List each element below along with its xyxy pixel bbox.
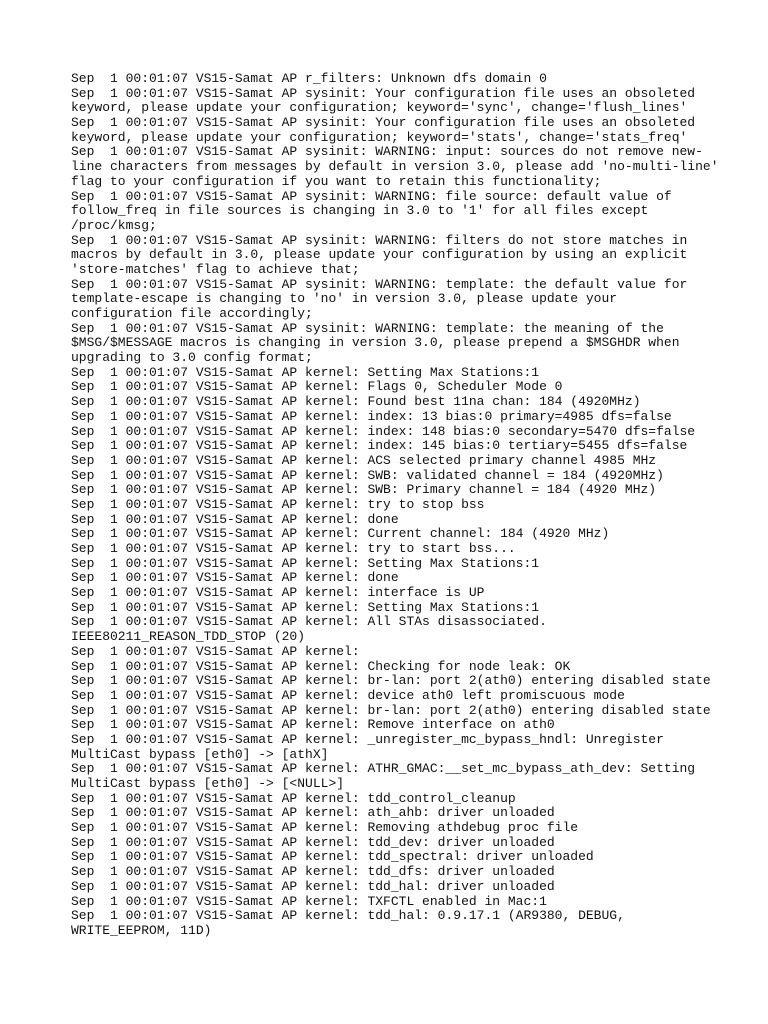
log-line: Sep 1 00:01:07 VS15-Samat AP sysinit: WARNING: filters do not store matches in xyxy=(71,232,688,248)
log-line: Sep 1 00:01:07 VS15-Samat AP kernel: SWB: Primary channel = 184 (4920 MHz) xyxy=(71,482,657,498)
log-line: Sep 1 00:01:07 VS15-Samat AP kernel: Setting Max Stations:1 xyxy=(71,599,540,615)
log-line: Sep 1 00:01:07 VS15-Samat AP kernel: ATHR_GMAC:__set_mc_bypass_ath_dev: Setting xyxy=(71,761,696,777)
log-line: Sep 1 00:01:07 VS15-Samat AP kernel: tdd_hal: 0.9.17.1 (AR9380, DEBUG, xyxy=(71,908,625,924)
log-line: Sep 1 00:01:07 VS15-Samat AP kernel: TXFCTL enabled in Mac:1 xyxy=(71,893,547,909)
log-line: Sep 1 00:01:07 VS15-Samat AP r_filters: Unknown dfs domain 0 xyxy=(71,71,547,86)
log-line: Sep 1 00:01:07 VS15-Samat AP kernel: tdd_dev: driver unloaded xyxy=(71,834,555,850)
log-line: Sep 1 00:01:07 VS15-Samat AP kernel: try to start bss... xyxy=(71,541,516,556)
log-line: Sep 1 00:01:07 VS15-Samat AP kernel: Setting Max Stations:1 xyxy=(71,555,540,571)
log-line: Sep 1 00:01:07 VS15-Samat AP kernel: index: 145 bias:0 tertiary=5455 dfs=false xyxy=(71,438,688,454)
log-line: MultiCast bypass [eth0] -> [<NULL>] xyxy=(71,776,345,791)
log-line: Sep 1 00:01:07 VS15-Samat AP kernel: tdd_control_cleanup xyxy=(71,790,516,806)
log-line: upgrading to 3.0 config format; xyxy=(71,350,313,366)
log-line: Sep 1 00:01:07 VS15-Samat AP kernel: ath_ahb: driver unloaded xyxy=(71,805,555,821)
log-line: IEEE80211_REASON_TDD_STOP (20) xyxy=(71,629,306,645)
log-line: keyword, please update your configuration; keyword='stats', change='stats_freq' xyxy=(71,129,688,145)
log-line: Sep 1 00:01:07 VS15-Samat AP kernel: _unregister_mc_bypass_hndl: Unregister xyxy=(71,731,664,747)
log-line: 'store-matches' flag to achieve that; xyxy=(71,261,360,277)
log-line: Sep 1 00:01:07 VS15-Samat AP kernel: SWB: validated channel = 184 (4920MHz) xyxy=(71,467,664,483)
log-line: WRITE_EEPROM, 11D) xyxy=(71,922,212,938)
log-line: template-escape is changing to 'no' in version 3.0, please update your xyxy=(71,291,618,307)
log-line: Sep 1 00:01:07 VS15-Samat AP kernel: Current channel: 184 (4920 MHz) xyxy=(71,526,610,542)
log-text xyxy=(71,72,731,939)
log-line: Sep 1 00:01:07 VS15-Samat AP kernel: Flags 0, Scheduler Mode 0 xyxy=(71,379,563,395)
log-line: Sep 1 00:01:07 VS15-Samat AP sysinit: Your configuration file uses an obsoleted xyxy=(71,115,696,131)
log-line: MultiCast bypass [eth0] -> [athX] xyxy=(71,746,329,762)
log-line: Sep 1 00:01:07 VS15-Samat AP sysinit: WARNING: template: the default value for xyxy=(71,276,688,292)
log-line: line characters from messages by default in version 3.0, please add 'no-multi-line' xyxy=(71,159,719,175)
log-line: Sep 1 00:01:07 VS15-Samat AP kernel: Found best 11na chan: 184 (4920MHz) xyxy=(71,394,641,410)
log-line: Sep 1 00:01:07 VS15-Samat AP kernel: index: 148 bias:0 secondary=5470 dfs=false xyxy=(71,423,696,439)
log-line: Sep 1 00:01:07 VS15-Samat AP kernel: device ath0 left promiscuous mode xyxy=(71,687,625,703)
log-line: Sep 1 00:01:07 VS15-Samat AP kernel: try to stop bss xyxy=(71,496,485,512)
log-line: Sep 1 00:01:07 VS15-Samat AP kernel: Setting Max Stations:1 xyxy=(71,364,540,380)
log-line: Sep 1 00:01:07 VS15-Samat AP sysinit: WARNING: input: sources do not remove new- xyxy=(71,144,703,160)
log-line: configuration file accordingly; xyxy=(71,306,313,321)
log-line: Sep 1 00:01:07 VS15-Samat AP kernel: xyxy=(71,643,360,659)
log-line: flag to your configuration if you want to retain this functionality; xyxy=(71,173,602,189)
log-line: Sep 1 00:01:07 VS15-Samat AP kernel: br-lan: port 2(ath0) entering disabled state xyxy=(71,702,711,718)
log-line: Sep 1 00:01:07 VS15-Samat AP kernel: tdd_spectral: driver unloaded xyxy=(71,849,594,865)
log-line: keyword, please update your configuration; keyword='sync', change='flush_lines' xyxy=(71,100,688,116)
log-line: Sep 1 00:01:07 VS15-Samat AP kernel: br-lan: port 2(ath0) entering disabled state xyxy=(71,673,711,689)
log-line: Sep 1 00:01:07 VS15-Samat AP kernel: done xyxy=(71,511,399,527)
log-line: Sep 1 00:01:07 VS15-Samat AP sysinit: WARNING: template: the meaning of the xyxy=(71,320,664,336)
log-line: Sep 1 00:01:07 VS15-Samat AP kernel: Checking for node leak: OK xyxy=(71,658,571,674)
log-line: macros by default in 3.0, please update your configuration by using an explicit xyxy=(71,247,688,263)
log-line: Sep 1 00:01:07 VS15-Samat AP kernel: index: 13 bias:0 primary=4985 dfs=false xyxy=(71,408,672,424)
log-line: Sep 1 00:01:07 VS15-Samat AP kernel: done xyxy=(71,570,399,586)
log-line: /proc/kmsg; xyxy=(71,217,157,233)
log-line: Sep 1 00:01:07 VS15-Samat AP sysinit: Your configuration file uses an obsoleted xyxy=(71,85,696,101)
log-line: Sep 1 00:01:07 VS15-Samat AP kernel: All STAs disassociated. xyxy=(71,614,547,630)
log-line: Sep 1 00:01:07 VS15-Samat AP kernel: ACS selected primary channel 4985 MHz xyxy=(71,452,657,468)
log-line: Sep 1 00:01:07 VS15-Samat AP sysinit: WARNING: file source: default value of xyxy=(71,188,672,204)
log-line: $MSG/$MESSAGE macros is changing in version 3.0, please prepend a $MSGHDR when xyxy=(71,335,680,351)
log-line: Sep 1 00:01:07 VS15-Samat AP kernel: tdd_hal: driver unloaded xyxy=(71,878,555,894)
log-line: follow_freq in file sources is changing in 3.0 to '1' for all files except xyxy=(71,203,649,219)
log-line: Sep 1 00:01:07 VS15-Samat AP kernel: Remove interface on ath0 xyxy=(71,717,555,733)
log-line: Sep 1 00:01:07 VS15-Samat AP kernel: interface is UP xyxy=(71,585,485,601)
log-line: Sep 1 00:01:07 VS15-Samat AP kernel: Removing athdebug proc file xyxy=(71,820,579,836)
log-line: Sep 1 00:01:07 VS15-Samat AP kernel: tdd_dfs: driver unloaded xyxy=(71,864,555,880)
